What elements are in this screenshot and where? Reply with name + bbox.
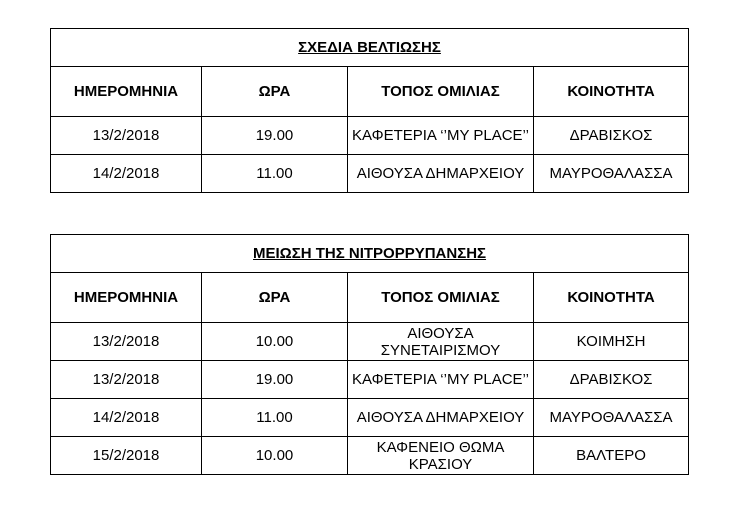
- cell-time: 11.00: [202, 399, 348, 437]
- cell-date: 14/2/2018: [51, 155, 202, 193]
- column-header-venue: ΤΟΠΟΣ ΟΜΙΛΙΑΣ: [348, 273, 534, 323]
- table-row: [51, 155, 689, 193]
- cell-community: ΜΑΥΡΟΘΑΛΑΣΣΑ: [534, 155, 689, 193]
- cell-venue: ΚΑΦΕΤΕΡΙΑ ‘’MY PLACE’’: [348, 117, 534, 155]
- table-title-row: [51, 29, 689, 67]
- cell-time: 19.00: [202, 117, 348, 155]
- cell-time: 10.00: [202, 323, 348, 361]
- column-header-community: ΚΟΙΝΟΤΗΤΑ: [534, 273, 689, 323]
- cell-date: 15/2/2018: [51, 437, 202, 475]
- schedule-table-improvement-plans: [50, 28, 689, 193]
- table-title-row: [51, 235, 689, 273]
- cell-venue: ΑΙΘΟΥΣΑ ΣΥΝΕΤΑΙΡΙΣΜΟΥ: [348, 323, 534, 361]
- cell-date: 13/2/2018: [51, 323, 202, 361]
- column-header-community: ΚΟΙΝΟΤΗΤΑ: [534, 67, 689, 117]
- cell-venue: ΑΙΘΟΥΣΑ ΔΗΜΑΡΧΕΙΟΥ: [348, 399, 534, 437]
- cell-time: 11.00: [202, 155, 348, 193]
- table-row: [51, 437, 689, 475]
- table-row: [51, 117, 689, 155]
- table-row: [51, 399, 689, 437]
- column-header-date: ΗΜΕΡΟΜΗΝΙΑ: [51, 273, 202, 323]
- cell-community: ΒΑΛΤΕΡΟ: [534, 437, 689, 475]
- column-header-time: ΩΡΑ: [202, 67, 348, 117]
- cell-venue: ΑΙΘΟΥΣΑ ΔΗΜΑΡΧΕΙΟΥ: [348, 155, 534, 193]
- cell-community: ΔΡΑΒΙΣΚΟΣ: [534, 361, 689, 399]
- table-row: [51, 323, 689, 361]
- table-title: ΣΧΕΔΙΑ ΒΕΛΤΙΩΣΗΣ: [51, 29, 689, 67]
- cell-date: 13/2/2018: [51, 361, 202, 399]
- column-header-venue: ΤΟΠΟΣ ΟΜΙΛΙΑΣ: [348, 67, 534, 117]
- cell-date: 14/2/2018: [51, 399, 202, 437]
- cell-date: 13/2/2018: [51, 117, 202, 155]
- table-header-row: [51, 273, 689, 323]
- cell-community: ΔΡΑΒΙΣΚΟΣ: [534, 117, 689, 155]
- column-header-time: ΩΡΑ: [202, 273, 348, 323]
- cell-community: ΚΟΙΜΗΣΗ: [534, 323, 689, 361]
- table-title: ΜΕΙΩΣΗ ΤΗΣ ΝΙΤΡΟΡΡΥΠΑΝΣΗΣ: [51, 235, 689, 273]
- schedule-table-nitrate-pollution: [50, 234, 689, 475]
- cell-time: 19.00: [202, 361, 348, 399]
- cell-venue: ΚΑΦΕΤΕΡΙΑ ‘’MY PLACE’’: [348, 361, 534, 399]
- cell-venue: ΚΑΦΕΝΕΙΟ ΘΩΜΑ ΚΡΑΣΙΟΥ: [348, 437, 534, 475]
- table-header-row: [51, 67, 689, 117]
- table-row: [51, 361, 689, 399]
- column-header-date: ΗΜΕΡΟΜΗΝΙΑ: [51, 67, 202, 117]
- cell-time: 10.00: [202, 437, 348, 475]
- cell-community: ΜΑΥΡΟΘΑΛΑΣΣΑ: [534, 399, 689, 437]
